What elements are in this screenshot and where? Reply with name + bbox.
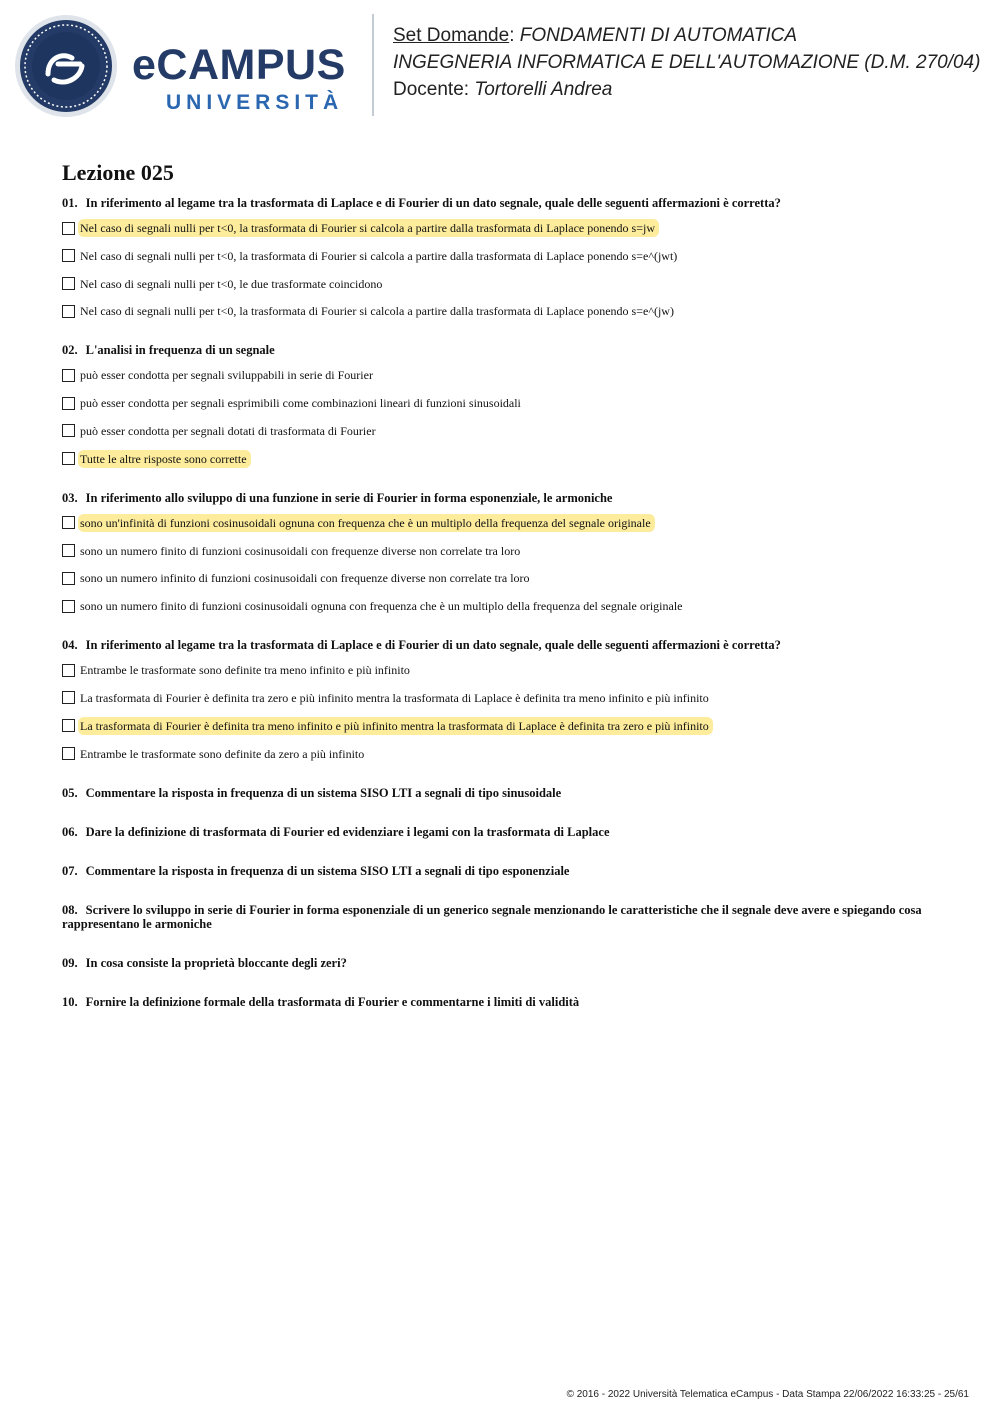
checkbox-icon[interactable] (62, 719, 75, 732)
answer-option-label: La trasformata di Fourier è definita tra zero e più infinito mentra la trasformata di Laplace è definita tra meno infinito e più infinito (80, 690, 709, 705)
checkbox-icon[interactable] (62, 369, 75, 382)
answer-option-label: può esser condotta per segnali dotati di trasformata di Fourier (80, 423, 376, 438)
answer-option[interactable] (62, 274, 962, 294)
ecampus-seal-logo-icon (14, 14, 118, 118)
checkbox-icon[interactable] (62, 249, 75, 262)
question-prompt: Commentare la risposta in frequenza di un sistema SISO LTI a segnali di tipo esponenziale (85, 863, 570, 878)
header-line-teacher (393, 76, 980, 103)
question-text (62, 638, 962, 652)
question-text (62, 864, 962, 878)
answer-option[interactable] (62, 716, 962, 736)
checkbox-icon[interactable] (62, 452, 75, 465)
question-text (62, 343, 962, 357)
answer-option[interactable] (62, 541, 962, 561)
question-text (62, 956, 962, 970)
answer-option[interactable] (62, 365, 962, 385)
answer-option[interactable] (62, 421, 962, 441)
checkbox-icon[interactable] (62, 397, 75, 410)
question-text (62, 903, 962, 931)
answer-option-label: Nel caso di segnali nulli per t<0, la trasformata di Fourier si calcola a partire dalla trasformata di Laplace ponendo s=e^(jw) (80, 304, 674, 319)
header-line-course: Set Domande: FONDAMENTI DI AUTOMATICA (393, 25, 798, 46)
checkbox-icon[interactable] (62, 747, 75, 760)
question-number: 08. (62, 902, 78, 917)
answer-option-label: Nel caso di segnali nulli per t<0, le due trasformate coincidono (80, 276, 383, 291)
question-prompt: Fornire la definizione formale della trasformata di Fourier e commentarne i limiti di validità (85, 994, 580, 1009)
answer-option[interactable] (62, 449, 962, 469)
ecampus-logo (14, 14, 359, 118)
open-question (62, 786, 962, 800)
checkbox-icon[interactable] (62, 277, 75, 290)
open-question (62, 956, 962, 970)
question-prompt: Commentare la risposta in frequenza di un sistema SISO LTI a segnali di tipo sinusoidale (85, 785, 562, 800)
answer-option-label: Nel caso di segnali nulli per t<0, la trasformata di Fourier si calcola a partire dalla trasformata di Laplace ponendo s=jw (78, 219, 659, 237)
question-text (62, 196, 962, 210)
answer-option-label: può esser condotta per segnali esprimibili come combinazioni lineari di funzioni sinusoidali (80, 396, 521, 411)
course-name: FONDAMENTI DI AUTOMATICA (519, 25, 798, 46)
answer-option-label: sono un numero infinito di funzioni cosinusoidali con frequenze diverse non correlate tra loro (80, 571, 530, 586)
checkbox-icon[interactable] (62, 516, 75, 529)
open-question (62, 825, 962, 839)
answer-option-label: Tutte le altre risposte sono corrette (78, 450, 251, 468)
answer-option[interactable] (62, 744, 962, 764)
answer-option-label: sono un'infinità di funzioni cosinusoidali ognuna con frequenza che è un multiplo della frequenza del segnale originale (78, 514, 655, 532)
degree-name: INGEGNERIA INFORMATICA E DELL'AUTOMAZIONE (D.M. 270/04) (393, 52, 981, 73)
question-prompt: L'analisi in frequenza di un segnale (85, 343, 275, 358)
question-prompt: In cosa consiste la proprietà bloccante degli zeri? (85, 955, 347, 970)
teacher-label: Docente: (393, 79, 470, 100)
question-text (62, 491, 962, 505)
set-label: Set Domande (393, 25, 510, 46)
checkbox-icon[interactable] (62, 600, 75, 613)
checkbox-icon[interactable] (62, 691, 75, 704)
answer-option-label: La trasformata di Fourier è definita tra meno infinito e più infinito mentra la trasformata di Laplace è definita tra zero e più infinito (78, 717, 713, 735)
question-number: 04. (62, 638, 78, 653)
answer-option[interactable] (62, 568, 962, 588)
question-number: 09. (62, 955, 78, 970)
open-question (62, 903, 962, 931)
question-text (62, 995, 962, 1009)
question-number: 03. (62, 490, 78, 505)
answer-option[interactable] (62, 688, 962, 708)
header-divider (372, 14, 374, 116)
answer-option[interactable] (62, 660, 962, 680)
answer-option-label: sono un numero finito di funzioni cosinusoidali con frequenze diverse non correlate tra loro (80, 543, 521, 558)
answer-option-label: Entrambe le trasformate sono definite tra meno infinito e più infinito (80, 663, 410, 678)
checkbox-icon[interactable] (62, 424, 75, 437)
question-text (62, 825, 962, 839)
multiple-choice-list (62, 196, 962, 764)
question-prompt: In riferimento allo sviluppo di una funzione in serie di Fourier in forma esponenziale, le armoniche (85, 490, 613, 505)
question-text (62, 786, 962, 800)
open-question (62, 864, 962, 878)
header-line-degree (393, 49, 980, 76)
question-set (62, 160, 962, 1034)
answer-option[interactable] (62, 301, 962, 321)
checkbox-icon[interactable] (62, 222, 75, 235)
answer-option-label: sono un numero finito di funzioni cosinusoidali ognuna con frequenza che è un multiplo della frequenza del segnale originale (80, 599, 683, 614)
document-header (393, 22, 980, 103)
checkbox-icon[interactable] (62, 664, 75, 677)
checkbox-icon[interactable] (62, 544, 75, 557)
lesson-title: Lezione 025 (62, 160, 174, 185)
question-number: 05. (62, 785, 78, 800)
answer-option-label: può esser condotta per segnali sviluppabili in serie di Fourier (80, 368, 373, 383)
question-number: 06. (62, 824, 78, 839)
question (62, 196, 962, 321)
answer-option[interactable] (62, 513, 962, 533)
answer-option-label: Nel caso di segnali nulli per t<0, la trasformata di Fourier si calcola a partire dalla trasformata di Laplace ponendo s=e^(jwt) (80, 248, 678, 263)
checkbox-icon[interactable] (62, 305, 75, 318)
question-prompt: In riferimento al legame tra la trasformata di Laplace e di Fourier di un dato segnale, quale delle seguenti affermazioni è corretta? (85, 638, 781, 653)
question-number: 10. (62, 994, 78, 1009)
brand-subtitle: UNIVERSITÀ (166, 91, 344, 114)
page-footer: © 2016 - 2022 Università Telematica eCampus - Data Stampa 22/06/2022 16:33:25 - 25/61 (566, 1389, 969, 1400)
answer-option[interactable] (62, 393, 962, 413)
open-question-list (62, 786, 962, 1009)
brand-name: eCAMPUS (132, 41, 346, 89)
answer-option-label: Entrambe le trasformate sono definite da zero a più infinito (80, 746, 365, 761)
question-number: 01. (62, 196, 78, 210)
question (62, 638, 962, 763)
answer-option[interactable] (62, 246, 962, 266)
brand (132, 41, 346, 115)
question (62, 343, 962, 468)
question-number: 07. (62, 863, 78, 878)
answer-option[interactable] (62, 596, 962, 616)
question (62, 491, 962, 616)
open-question (62, 995, 962, 1009)
question-number: 02. (62, 343, 78, 358)
question-prompt: Dare la definizione di trasformata di Fourier ed evidenziare i legami con la trasformata di Laplace (85, 824, 610, 839)
checkbox-icon[interactable] (62, 572, 75, 585)
question-prompt: In riferimento al legame tra la trasformata di Laplace e di Fourier di un dato segnale, quale delle seguenti affermazioni è corretta? (85, 196, 781, 210)
question-prompt: Scrivere lo sviluppo in serie di Fourier in forma esponenziale di un generico segnale menzionando le caratteristiche che il segnale deve avere e spiegando cosa rappresentano le armoniche (62, 902, 922, 931)
teacher-name: Tortorelli Andrea (474, 79, 613, 100)
answer-option[interactable] (62, 218, 962, 238)
